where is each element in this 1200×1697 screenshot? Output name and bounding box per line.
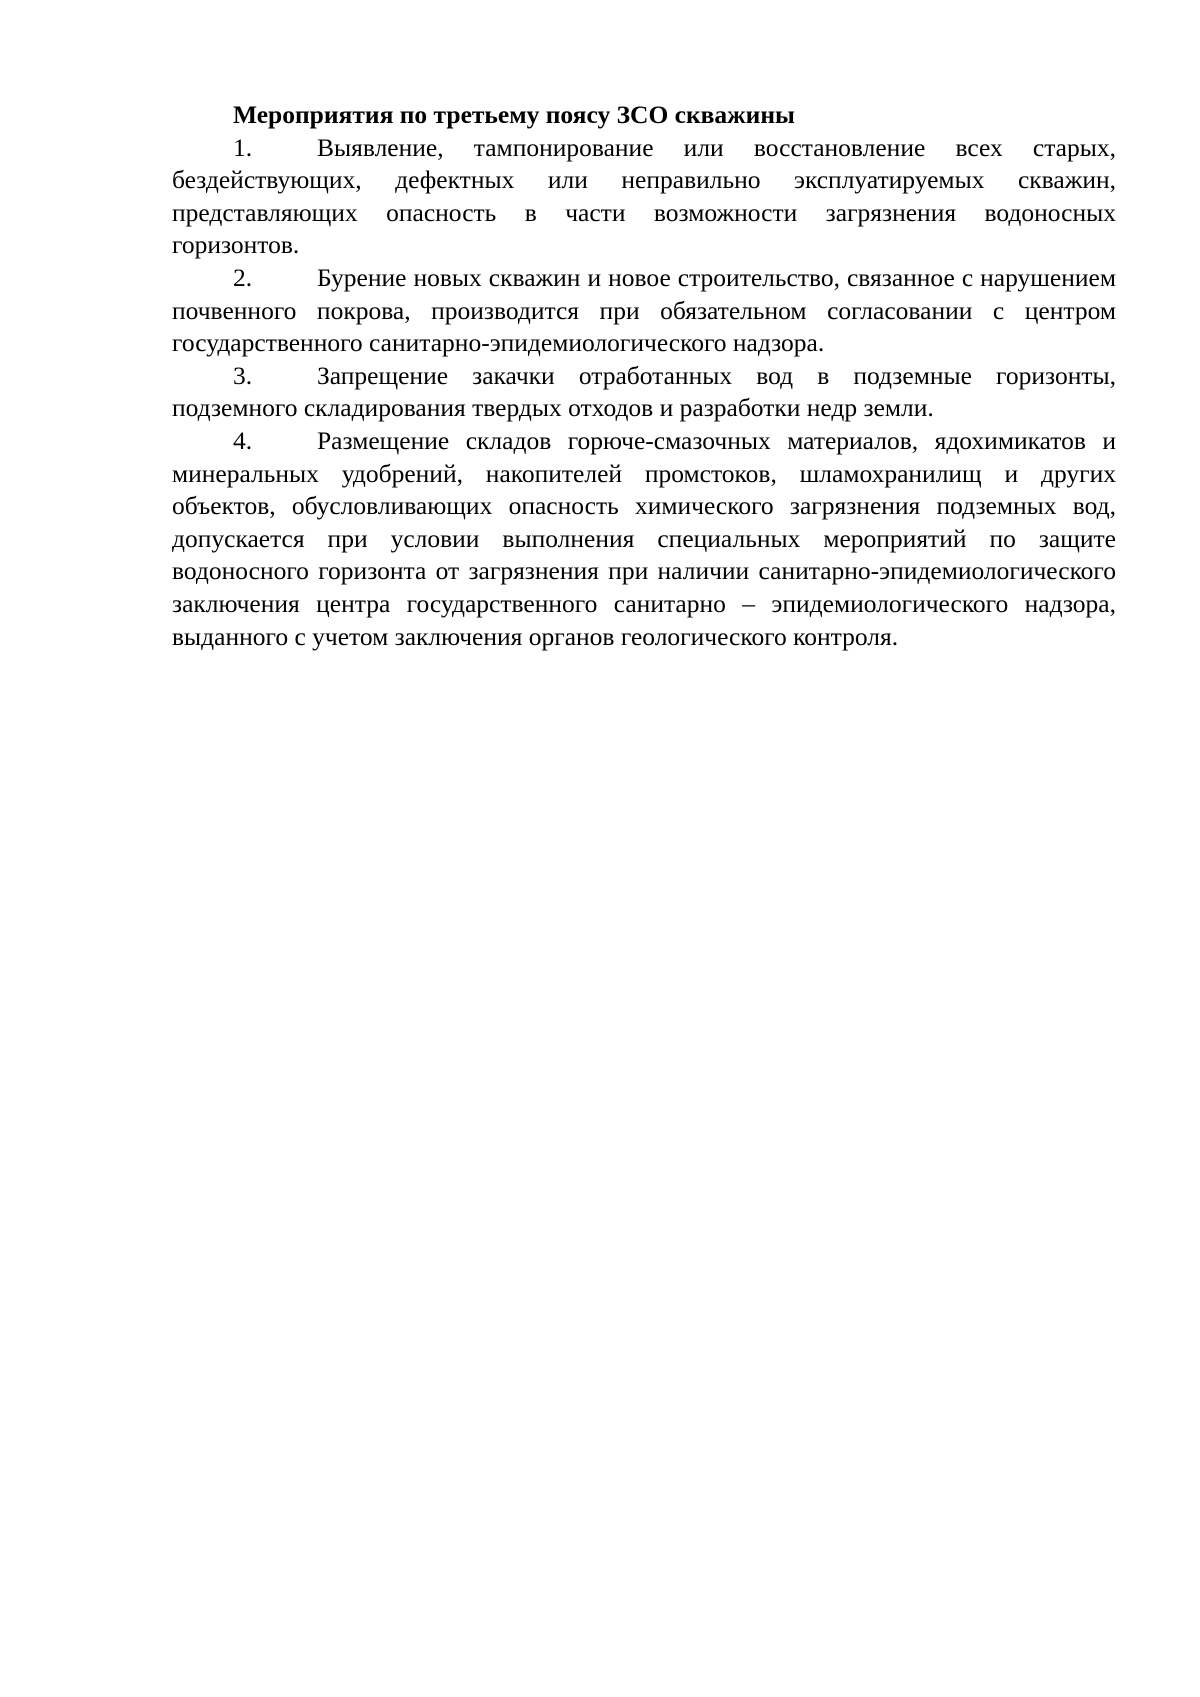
list-item-number: 3. bbox=[233, 360, 253, 390]
list-item-text: Запрещение закачки отработанных вод в подземные горизонты, подземного складирования твердых отходов и разработки недр земли. bbox=[172, 360, 1116, 423]
list-item-number: 1. bbox=[233, 132, 253, 162]
list-item-number: 2. bbox=[233, 262, 253, 292]
list-item-text: Выявление, тампонирование или восстановление всех старых, бездействующих, дефектных или неправильно эксплуатируемых скважин, представляющих опасность в части возможности загрязнения водоносных горизонтов. bbox=[172, 132, 1116, 260]
document-body bbox=[172, 99, 1116, 653]
list-item-3 bbox=[172, 360, 1116, 425]
document-title: Мероприятия по третьему поясу ЗСО скважины bbox=[233, 100, 795, 129]
list-item-4 bbox=[172, 425, 1116, 653]
list-item-1 bbox=[172, 132, 1116, 262]
list-item-text: Размещение складов горюче-смазочных материалов, ядохимикатов и минеральных удобрений, накопителей промстоков, шламохранилищ и других объектов, обусловливающих опасность химического загрязнения подземных вод, допускается при условии выполнения специальных мероприятий по защите водоносного горизонта от загрязнения при наличии санитарно-эпидемиологического заключения центра государственного санитарно – эпидемиологического надзора, выданного с учетом заключения органов геологического контроля. bbox=[172, 425, 1116, 651]
list-item-2 bbox=[172, 262, 1116, 360]
list-item-number: 4. bbox=[233, 425, 253, 455]
list-item-text: Бурение новых скважин и новое строительство, связанное с нарушением почвенного покрова, производится при обязательном согласовании с центром государственного санитарно-эпидемиологического надзора. bbox=[172, 262, 1116, 358]
